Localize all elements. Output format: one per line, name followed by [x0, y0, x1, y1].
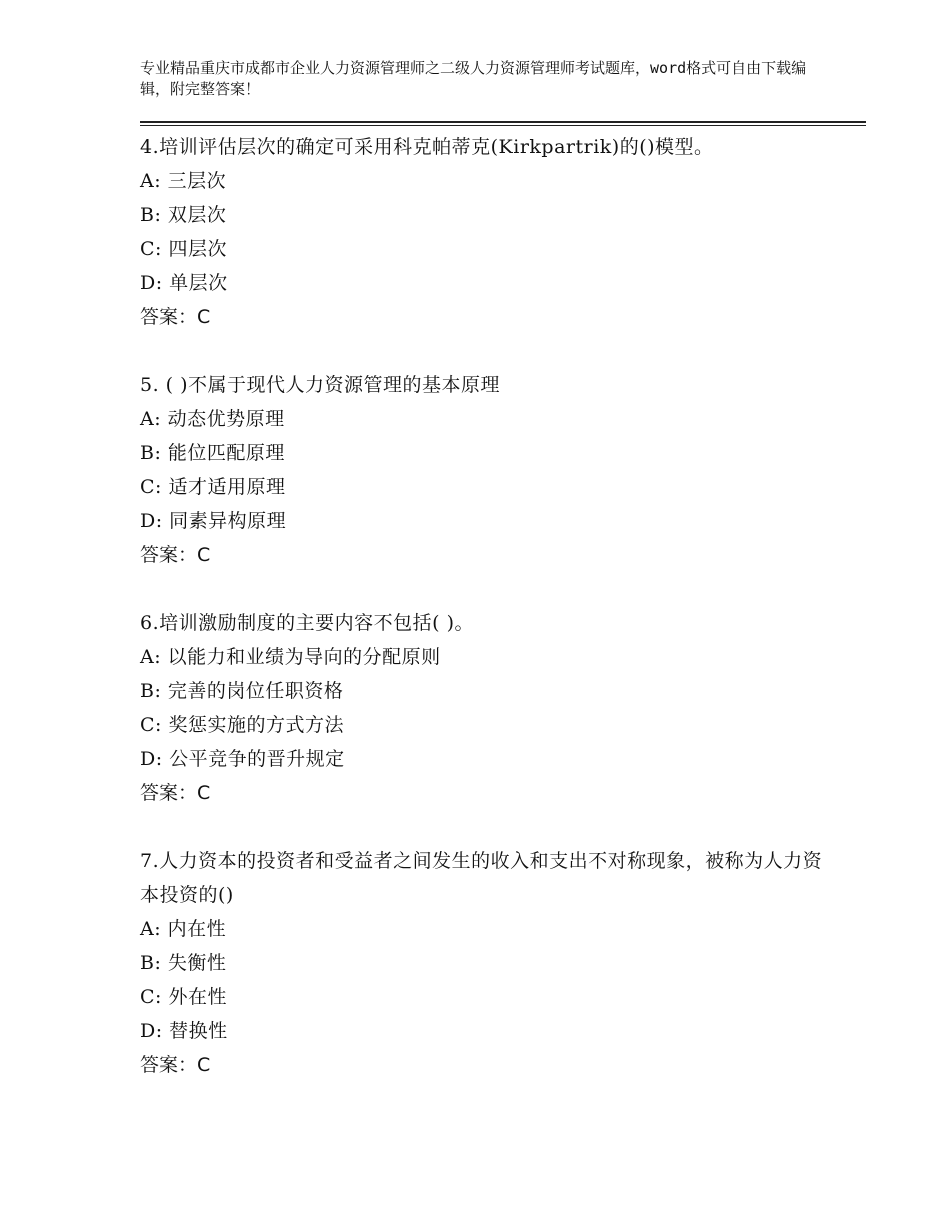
question-stem: 6.培训激励制度的主要内容不包括( )。: [140, 612, 474, 634]
option-a: A: 以能力和业绩为导向的分配原则: [140, 646, 441, 668]
question-7: [140, 844, 840, 1082]
question-stem: 7.人力资本的投资者和受益者之间发生的收入和支出不对称现象，被称为人力资本投资的(): [140, 850, 823, 906]
question-list: [140, 130, 840, 1116]
option-d: D: 同素异构原理: [140, 510, 287, 532]
option-d: D: 公平竞争的晋升规定: [140, 748, 345, 770]
question-stem: 5. ( )不属于现代人力资源管理的基本原理: [140, 374, 501, 396]
answer-line: 答案：C: [140, 306, 211, 328]
question-stem: 4.培训评估层次的确定可采用科克帕蒂克(Kirkpartrik)的()模型。: [140, 136, 714, 158]
option-c: C: 适才适用原理: [140, 476, 286, 498]
answer-line: 答案：C: [140, 1054, 211, 1076]
question-5: [140, 368, 840, 572]
option-b: B: 失衡性: [140, 952, 227, 974]
option-c: C: 奖惩实施的方式方法: [140, 714, 344, 736]
option-b: B: 双层次: [140, 204, 227, 226]
header-divider-thin: [140, 125, 866, 126]
option-c: C: 四层次: [140, 238, 227, 260]
question-4: [140, 130, 840, 334]
document-header: 专业精品重庆市成都市企业人力资源管理师之二级人力资源管理师考试题库，word格式可自由下载编辑，附完整答案！: [140, 59, 807, 98]
option-b: B: 能位匹配原理: [140, 442, 285, 464]
answer-line: 答案：C: [140, 782, 211, 804]
option-d: D: 替换性: [140, 1020, 228, 1042]
answer-line: 答案：C: [140, 544, 211, 566]
option-a: A: 内在性: [140, 918, 227, 940]
option-d: D: 单层次: [140, 272, 228, 294]
option-a: A: 动态优势原理: [140, 408, 285, 430]
question-6: [140, 606, 840, 810]
option-a: A: 三层次: [140, 170, 227, 192]
header-divider-thick: [140, 121, 866, 123]
option-c: C: 外在性: [140, 986, 227, 1008]
option-b: B: 完善的岗位任职资格: [140, 680, 344, 702]
